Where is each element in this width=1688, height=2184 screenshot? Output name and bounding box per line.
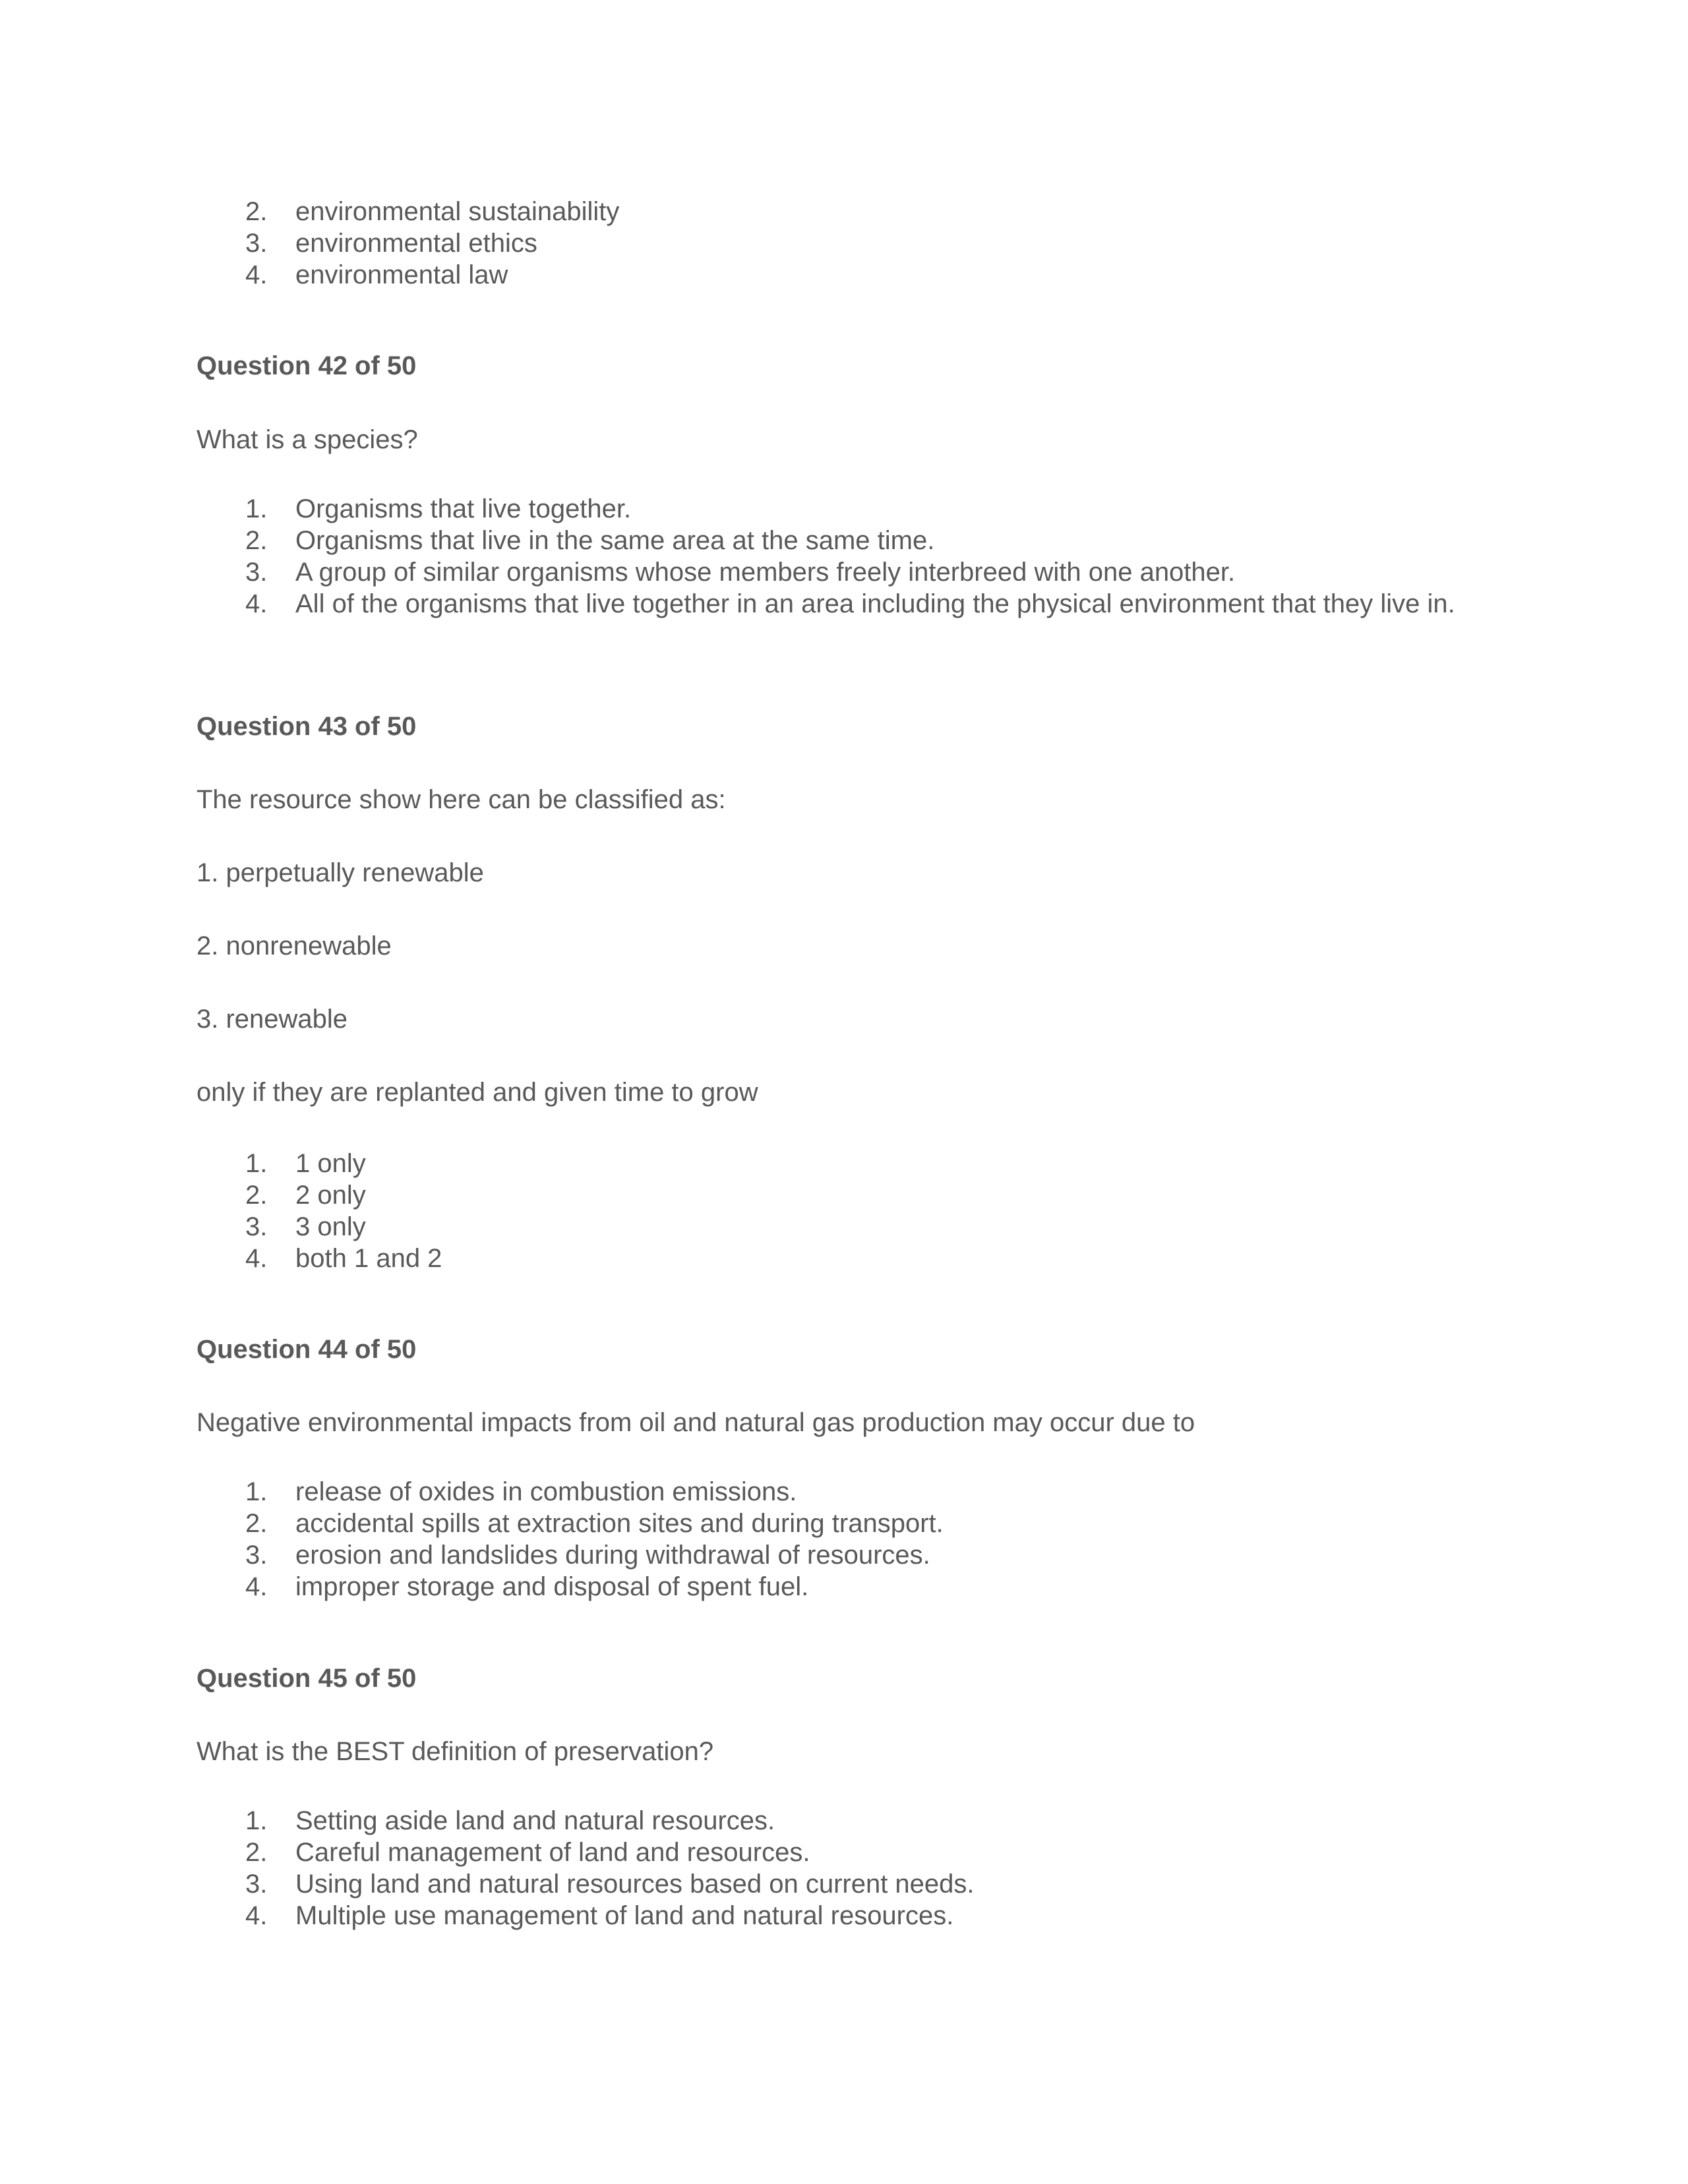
- question-43-statement: 1. perpetually renewable: [196, 858, 484, 887]
- option: 3. 3 only: [245, 1212, 366, 1241]
- option: 4. All of the organisms that live together in an area including the physical environment that they live in.: [245, 589, 1455, 618]
- option: 1. 1 only: [245, 1149, 366, 1178]
- continued-options: [196, 196, 1489, 291]
- question-43-statement: 3. renewable: [196, 1005, 348, 1034]
- option: 3. A group of similar organisms whose members freely interbreed with one another.: [245, 558, 1236, 587]
- question-45-heading: Question 45 of 50: [196, 1664, 417, 1693]
- question-42-heading: Question 42 of 50: [196, 351, 417, 380]
- question-42-options: [196, 493, 1489, 620]
- option: 1. release of oxides in combustion emissions.: [245, 1477, 797, 1506]
- question-43-statement: 2. nonrenewable: [196, 931, 392, 960]
- option: 1. Setting aside land and natural resources.: [245, 1806, 775, 1835]
- question-43-heading: Question 43 of 50: [196, 712, 417, 741]
- option: 4. environmental law: [245, 260, 508, 289]
- option: 2. Organisms that live in the same area at the same time.: [245, 526, 935, 555]
- question-45-options: [196, 1805, 1489, 1932]
- option: 3. Using land and natural resources based on current needs.: [245, 1870, 975, 1899]
- option: 3. environmental ethics: [245, 229, 537, 258]
- option: 4. improper storage and disposal of spent fuel.: [245, 1572, 809, 1601]
- option: 4. Multiple use management of land and natural resources.: [245, 1901, 954, 1930]
- option: 2. environmental sustainability: [245, 197, 620, 226]
- question-44-prompt: Negative environmental impacts from oil and natural gas production may occur due to: [196, 1408, 1195, 1437]
- question-45-prompt: What is the BEST definition of preservation?: [196, 1737, 714, 1766]
- option: 2. accidental spills at extraction sites and during transport.: [245, 1509, 944, 1538]
- option: 4. both 1 and 2: [245, 1244, 442, 1273]
- option: 1. Organisms that live together.: [245, 494, 632, 523]
- question-43-options: [196, 1148, 1489, 1274]
- question-43-note: only if they are replanted and given time to grow: [196, 1078, 758, 1107]
- question-43-prompt: The resource show here can be classified as:: [196, 785, 726, 814]
- question-44-heading: Question 44 of 50: [196, 1335, 417, 1364]
- question-42-prompt: What is a species?: [196, 425, 418, 454]
- option: 3. erosion and landslides during withdrawal of resources.: [245, 1541, 930, 1570]
- option: 2. Careful management of land and resources.: [245, 1838, 810, 1867]
- question-44-options: [196, 1476, 1489, 1603]
- option: 2. 2 only: [245, 1181, 366, 1210]
